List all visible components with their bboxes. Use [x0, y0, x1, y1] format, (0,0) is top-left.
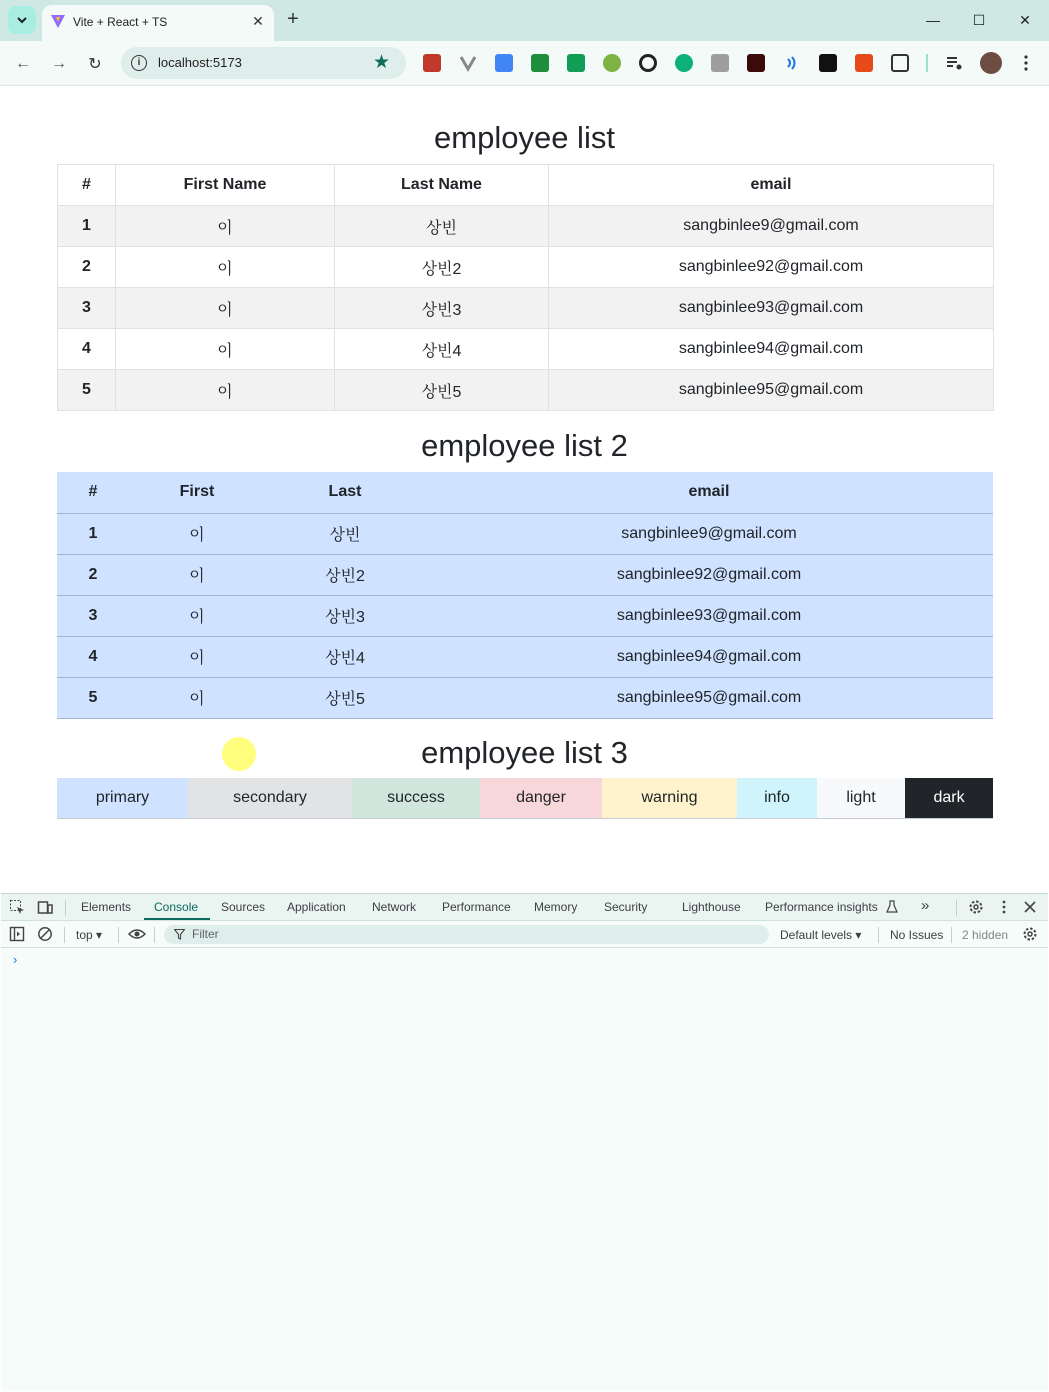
shopping-extension-icon[interactable] [855, 54, 873, 72]
email-cell: sangbinlee94@gmail.com [549, 329, 994, 370]
last-name-cell: 상빈4 [335, 329, 549, 370]
table-row [58, 370, 994, 411]
reload-icon[interactable]: ↻ [88, 56, 102, 73]
toolbar-divider [154, 927, 155, 943]
maximize-icon[interactable]: ☐ [972, 11, 986, 28]
flask-icon [883, 898, 901, 916]
table-row [57, 778, 993, 818]
devtools-tab-security[interactable]: Security [604, 900, 648, 914]
employee-list-title: employee list [434, 120, 615, 155]
sync-extension-icon[interactable] [639, 54, 657, 72]
employee-table [57, 164, 994, 411]
row-index: 5 [57, 677, 129, 718]
more-tabs-icon[interactable]: » [921, 897, 930, 914]
devtools-tab-network[interactable]: Network [372, 900, 417, 914]
row-index: 3 [57, 595, 129, 636]
variant-cell-success: success [352, 778, 480, 818]
table-header-row [57, 472, 993, 513]
back-icon[interactable]: ← [15, 55, 31, 72]
url-text: localhost:5173 [158, 55, 242, 70]
device-toolbar-icon[interactable] [36, 898, 54, 916]
chevron-down-icon [16, 14, 28, 26]
toolbar-divider [118, 927, 119, 943]
log-levels-dropdown[interactable]: Default levels ▾ [780, 928, 862, 942]
row-index: 4 [57, 636, 129, 677]
devtools-tab-lighthouse[interactable]: Lighthouse [682, 900, 741, 914]
hidden-messages-count: 2 hidden [962, 928, 1009, 942]
first-name-cell: 이 [116, 206, 335, 247]
variant-cell-info: info [737, 778, 817, 818]
first-name-cell: 이 [129, 636, 265, 677]
variant-cell-primary: primary [57, 778, 188, 818]
toolbar-divider [64, 927, 65, 943]
toolbar-divider [951, 927, 952, 943]
devtools-tab-memory[interactable]: Memory [534, 900, 578, 914]
employee-list-2-title: employee list 2 [421, 428, 628, 463]
table-row [58, 247, 994, 288]
first-name-cell: 이 [116, 329, 335, 370]
row-index: 1 [58, 206, 116, 247]
devtools-tab-sources[interactable]: Sources [221, 900, 266, 914]
email-cell: sangbinlee94@gmail.com [425, 636, 993, 677]
extension-v-icon[interactable] [459, 54, 477, 72]
tab-close-icon[interactable]: ✕ [252, 12, 264, 29]
row-index: 3 [58, 288, 116, 329]
devtools-panel [1, 893, 1048, 1391]
table-row [58, 329, 994, 370]
last-name-cell: 상빈3 [265, 595, 425, 636]
variant-color-table [57, 778, 993, 819]
devtools-tab-console[interactable]: Console [154, 900, 199, 914]
console-filter-input[interactable] [164, 925, 769, 944]
address-bar[interactable] [121, 47, 406, 79]
column-header-last: Last [265, 472, 425, 513]
table-row [57, 513, 993, 554]
filter-placeholder: Filter [192, 927, 219, 941]
translate-extension-icon[interactable] [495, 54, 513, 72]
tab-title: Vite + React + TS [73, 15, 168, 29]
devtools-divider [956, 900, 957, 916]
row-index: 2 [57, 554, 129, 595]
employee-list-3-title: employee list 3 [421, 735, 628, 770]
first-name-cell: 이 [129, 677, 265, 718]
context-selector[interactable]: top ▾ [76, 928, 103, 942]
first-name-cell: 이 [116, 247, 335, 288]
bookmark-star-icon[interactable]: ★ [373, 52, 391, 73]
issues-counter[interactable]: No Issues [890, 928, 944, 942]
column-header-first: First [129, 472, 265, 513]
equalizer-extension-icon[interactable] [819, 54, 837, 72]
active-tab-indicator [144, 918, 210, 920]
email-cell: sangbinlee95@gmail.com [425, 677, 993, 718]
inspect-element-icon[interactable] [8, 898, 26, 916]
browser-toolbar [0, 41, 1049, 86]
clear-console-icon[interactable] [36, 925, 54, 943]
profile-avatar[interactable] [980, 52, 1002, 74]
filter-funnel-icon [174, 929, 185, 940]
devtools-tab-elements[interactable]: Elements [81, 900, 132, 914]
media-control-icon[interactable] [945, 54, 963, 72]
minimize-icon[interactable]: — [926, 12, 940, 28]
variant-cell-warning: warning [602, 778, 737, 818]
site-info-icon[interactable]: i [131, 55, 147, 71]
row-index: 2 [58, 247, 116, 288]
console-prompt[interactable]: › [13, 952, 18, 967]
android-extension-icon[interactable] [603, 54, 621, 72]
devtools-tab-performance-insights[interactable]: Performance insights [765, 900, 878, 914]
extension-icon[interactable] [423, 54, 441, 72]
first-name-cell: 이 [116, 370, 335, 411]
devtools-close-icon[interactable] [1021, 898, 1039, 916]
email-cell: sangbinlee9@gmail.com [549, 206, 994, 247]
sidebar-toggle-icon[interactable] [8, 925, 26, 943]
on-extension-icon[interactable] [531, 54, 549, 72]
column-header-first-name: First Name [116, 165, 335, 206]
variant-cell-secondary: secondary [188, 778, 352, 818]
settings-gear-icon[interactable] [967, 898, 985, 916]
dark-extension-icon[interactable] [747, 54, 765, 72]
last-name-cell: 상빈5 [335, 370, 549, 411]
email-cell: sangbinlee95@gmail.com [549, 370, 994, 411]
table-header-row [58, 165, 994, 206]
employee-table-2 [57, 472, 993, 719]
image-extension-icon[interactable] [711, 54, 729, 72]
first-name-cell: 이 [129, 513, 265, 554]
last-name-cell: 상빈2 [335, 247, 549, 288]
toolbar-divider [878, 927, 879, 943]
table-row [57, 636, 993, 677]
devtools-tab-bar [1, 894, 1048, 921]
first-name-cell: 이 [116, 288, 335, 329]
console-settings-gear-icon[interactable] [1021, 925, 1039, 943]
browser-tab[interactable] [42, 5, 274, 41]
last-name-cell: 상빈3 [335, 288, 549, 329]
tab-search-button[interactable] [8, 6, 36, 34]
menu-kebab-icon[interactable] [1017, 54, 1035, 72]
column-header-index: # [58, 165, 116, 206]
devtools-tab-application[interactable]: Application [287, 900, 346, 914]
devtools-divider [65, 900, 66, 916]
column-header-last-name: Last Name [335, 165, 549, 206]
table-row [57, 554, 993, 595]
email-cell: sangbinlee92@gmail.com [425, 554, 993, 595]
window-close-icon[interactable]: ✕ [1019, 11, 1031, 28]
last-name-cell: 상빈4 [265, 636, 425, 677]
vite-logo-icon [50, 13, 66, 29]
first-name-cell: 이 [129, 554, 265, 595]
first-name-cell: 이 [129, 595, 265, 636]
devtools-tab-performance[interactable]: Performance [442, 900, 511, 914]
email-cell: sangbinlee93@gmail.com [425, 595, 993, 636]
variant-cell-danger: danger [480, 778, 602, 818]
last-name-cell: 상빈2 [265, 554, 425, 595]
mouse-cursor-highlight [222, 737, 256, 771]
last-name-cell: 상빈 [265, 513, 425, 554]
row-index: 5 [58, 370, 116, 411]
table-row [58, 206, 994, 247]
row-index: 4 [58, 329, 116, 370]
play-extension-icon[interactable] [567, 54, 585, 72]
toolbar-divider [926, 54, 928, 72]
email-cell: sangbinlee92@gmail.com [549, 247, 994, 288]
live-expression-eye-icon[interactable] [128, 925, 146, 943]
last-name-cell: 상빈5 [265, 677, 425, 718]
email-cell: sangbinlee9@gmail.com [425, 513, 993, 554]
table-row [57, 677, 993, 718]
new-tab-button[interactable]: + [287, 8, 299, 30]
devtools-menu-kebab-icon[interactable] [995, 898, 1013, 916]
page-content [1, 87, 1048, 893]
table-row [58, 288, 994, 329]
browser-titlebar [0, 0, 1049, 41]
column-header-email: email [425, 472, 993, 513]
puzzle-extensions-icon[interactable] [891, 54, 909, 72]
column-header-email: email [549, 165, 994, 206]
variant-cell-light: light [817, 778, 905, 818]
forward-icon[interactable]: → [51, 55, 67, 72]
console-toolbar [1, 921, 1048, 948]
refresh-extension-icon[interactable] [675, 54, 693, 72]
row-index: 1 [57, 513, 129, 554]
email-cell: sangbinlee93@gmail.com [549, 288, 994, 329]
table-row [57, 595, 993, 636]
wifi-extension-icon[interactable] [783, 54, 801, 72]
variant-cell-dark: dark [905, 778, 993, 818]
column-header-index: # [57, 472, 129, 513]
last-name-cell: 상빈 [335, 206, 549, 247]
